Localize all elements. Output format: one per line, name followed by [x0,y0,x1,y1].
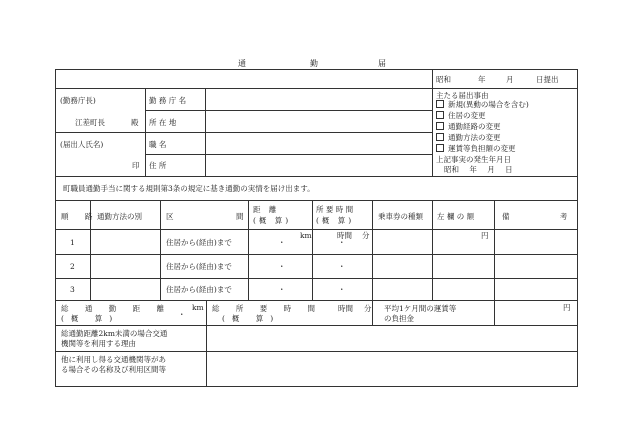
km-unit: km [192,303,204,312]
row-section: 住居から(経由)まで [166,238,232,247]
date-era: 昭和 [436,75,451,84]
header-time: 所 要 時 間 [316,205,354,214]
total-time-label: 総 所 要 時 間 [212,304,323,313]
seal-mark: 印 [132,161,140,170]
minutes-unit: 分 [364,304,372,313]
checkbox-icon[interactable] [436,111,444,119]
km-unit: km [300,231,312,240]
reason-option-method[interactable]: 通勤方法の変更 [436,133,501,142]
office-address-label: 所 在 地 [149,118,177,127]
fact-date-label: 上記事実の発生年月日 [436,155,511,164]
short-distance-reason-label-2: 機関等を利用する理由 [61,339,136,348]
checkbox-icon[interactable] [436,100,444,108]
header-section-end: 間 [236,212,244,221]
reason-option-fare[interactable]: 運賃等負担額の変更 [436,144,516,153]
reasons-heading: 主たる届出事由 [436,91,489,100]
fact-date: 昭和 年 月 日 [444,165,513,174]
time-dot: ・ [338,285,346,294]
checkbox-icon[interactable] [436,122,444,130]
addressee: 江差町長 [75,118,105,127]
yen-unit: 円 [563,303,571,312]
header-time-approx: (概 算) [316,216,355,225]
decimal-dot: ・ [278,285,286,294]
row-section: 住居から(経由)まで [166,262,232,271]
title-char-2: 勤 [310,59,318,68]
checkbox-icon[interactable] [436,144,444,152]
decimal-dot: ・ [278,262,286,271]
row-number: 1 [70,238,75,247]
residence-label: 住 所 [149,161,167,170]
header-amount: 左 欄 の 額 [437,212,475,221]
reason-option-residence[interactable]: 住居の変更 [436,111,486,120]
header-method: 通勤方法の別 [97,212,142,221]
title-char-1: 通 [238,59,246,68]
total-time-approx: (概 算) [222,314,281,323]
office-section-label: (勤務庁長) [60,96,96,105]
header-ticket: 乗車券の種類 [378,212,423,221]
declaration-statement: 町職員通勤手当に関する規則第3条の規定に基き通勤の実情を届け出ます。 [63,184,315,193]
monthly-fare-label-2: の負担金 [384,314,414,323]
time-dot: ・ [338,262,346,271]
time-dot: ・ [338,238,346,247]
other-transport-label-2: る場合その名称及び利用区間等 [61,365,166,374]
decimal-dot: ・ [178,310,186,319]
short-distance-reason-label-1: 総通勤距離2km未満の場合交通 [61,329,168,338]
row-number: 3 [70,285,75,294]
date-month: 月 [506,75,514,84]
reason-option-route[interactable]: 通勤経路の変更 [436,122,501,131]
position-label: 職 名 [149,140,167,149]
yen-unit: 円 [481,231,489,240]
other-transport-label-1: 他に利用し得る交通機関等があ [61,355,166,364]
hours-unit: 時間 [337,231,352,240]
hours-unit: 時間 [338,304,353,313]
row-number: 2 [70,262,75,271]
header-order: 順 路 [61,212,100,221]
reason-option-new[interactable]: 新規(異動の場合を含む) [436,100,529,109]
header-section-start: 区 [166,212,174,221]
header-distance-approx: (概 算) [253,216,292,225]
applicant-section-label: (届出人氏名) [60,140,104,149]
honorific: 殿 [131,118,139,127]
header-distance: 距 離 [253,205,280,214]
total-distance-label: 総 通 勤 距 離 [61,304,172,313]
date-submitted: 日提出 [536,75,559,84]
office-name-label: 勤 務 庁 名 [149,96,187,105]
decimal-dot: ・ [278,238,286,247]
header-remarks: 備 考 [502,212,592,221]
title-char-3: 届 [378,59,386,68]
total-distance-approx: (概 算) [61,314,120,323]
minutes-unit: 分 [362,231,370,240]
row-section: 住居から(経由)まで [166,285,232,294]
monthly-fare-label-1: 平均1ケ月間の運賃等 [384,304,457,313]
date-year: 年 [478,75,486,84]
checkbox-icon[interactable] [436,133,444,141]
